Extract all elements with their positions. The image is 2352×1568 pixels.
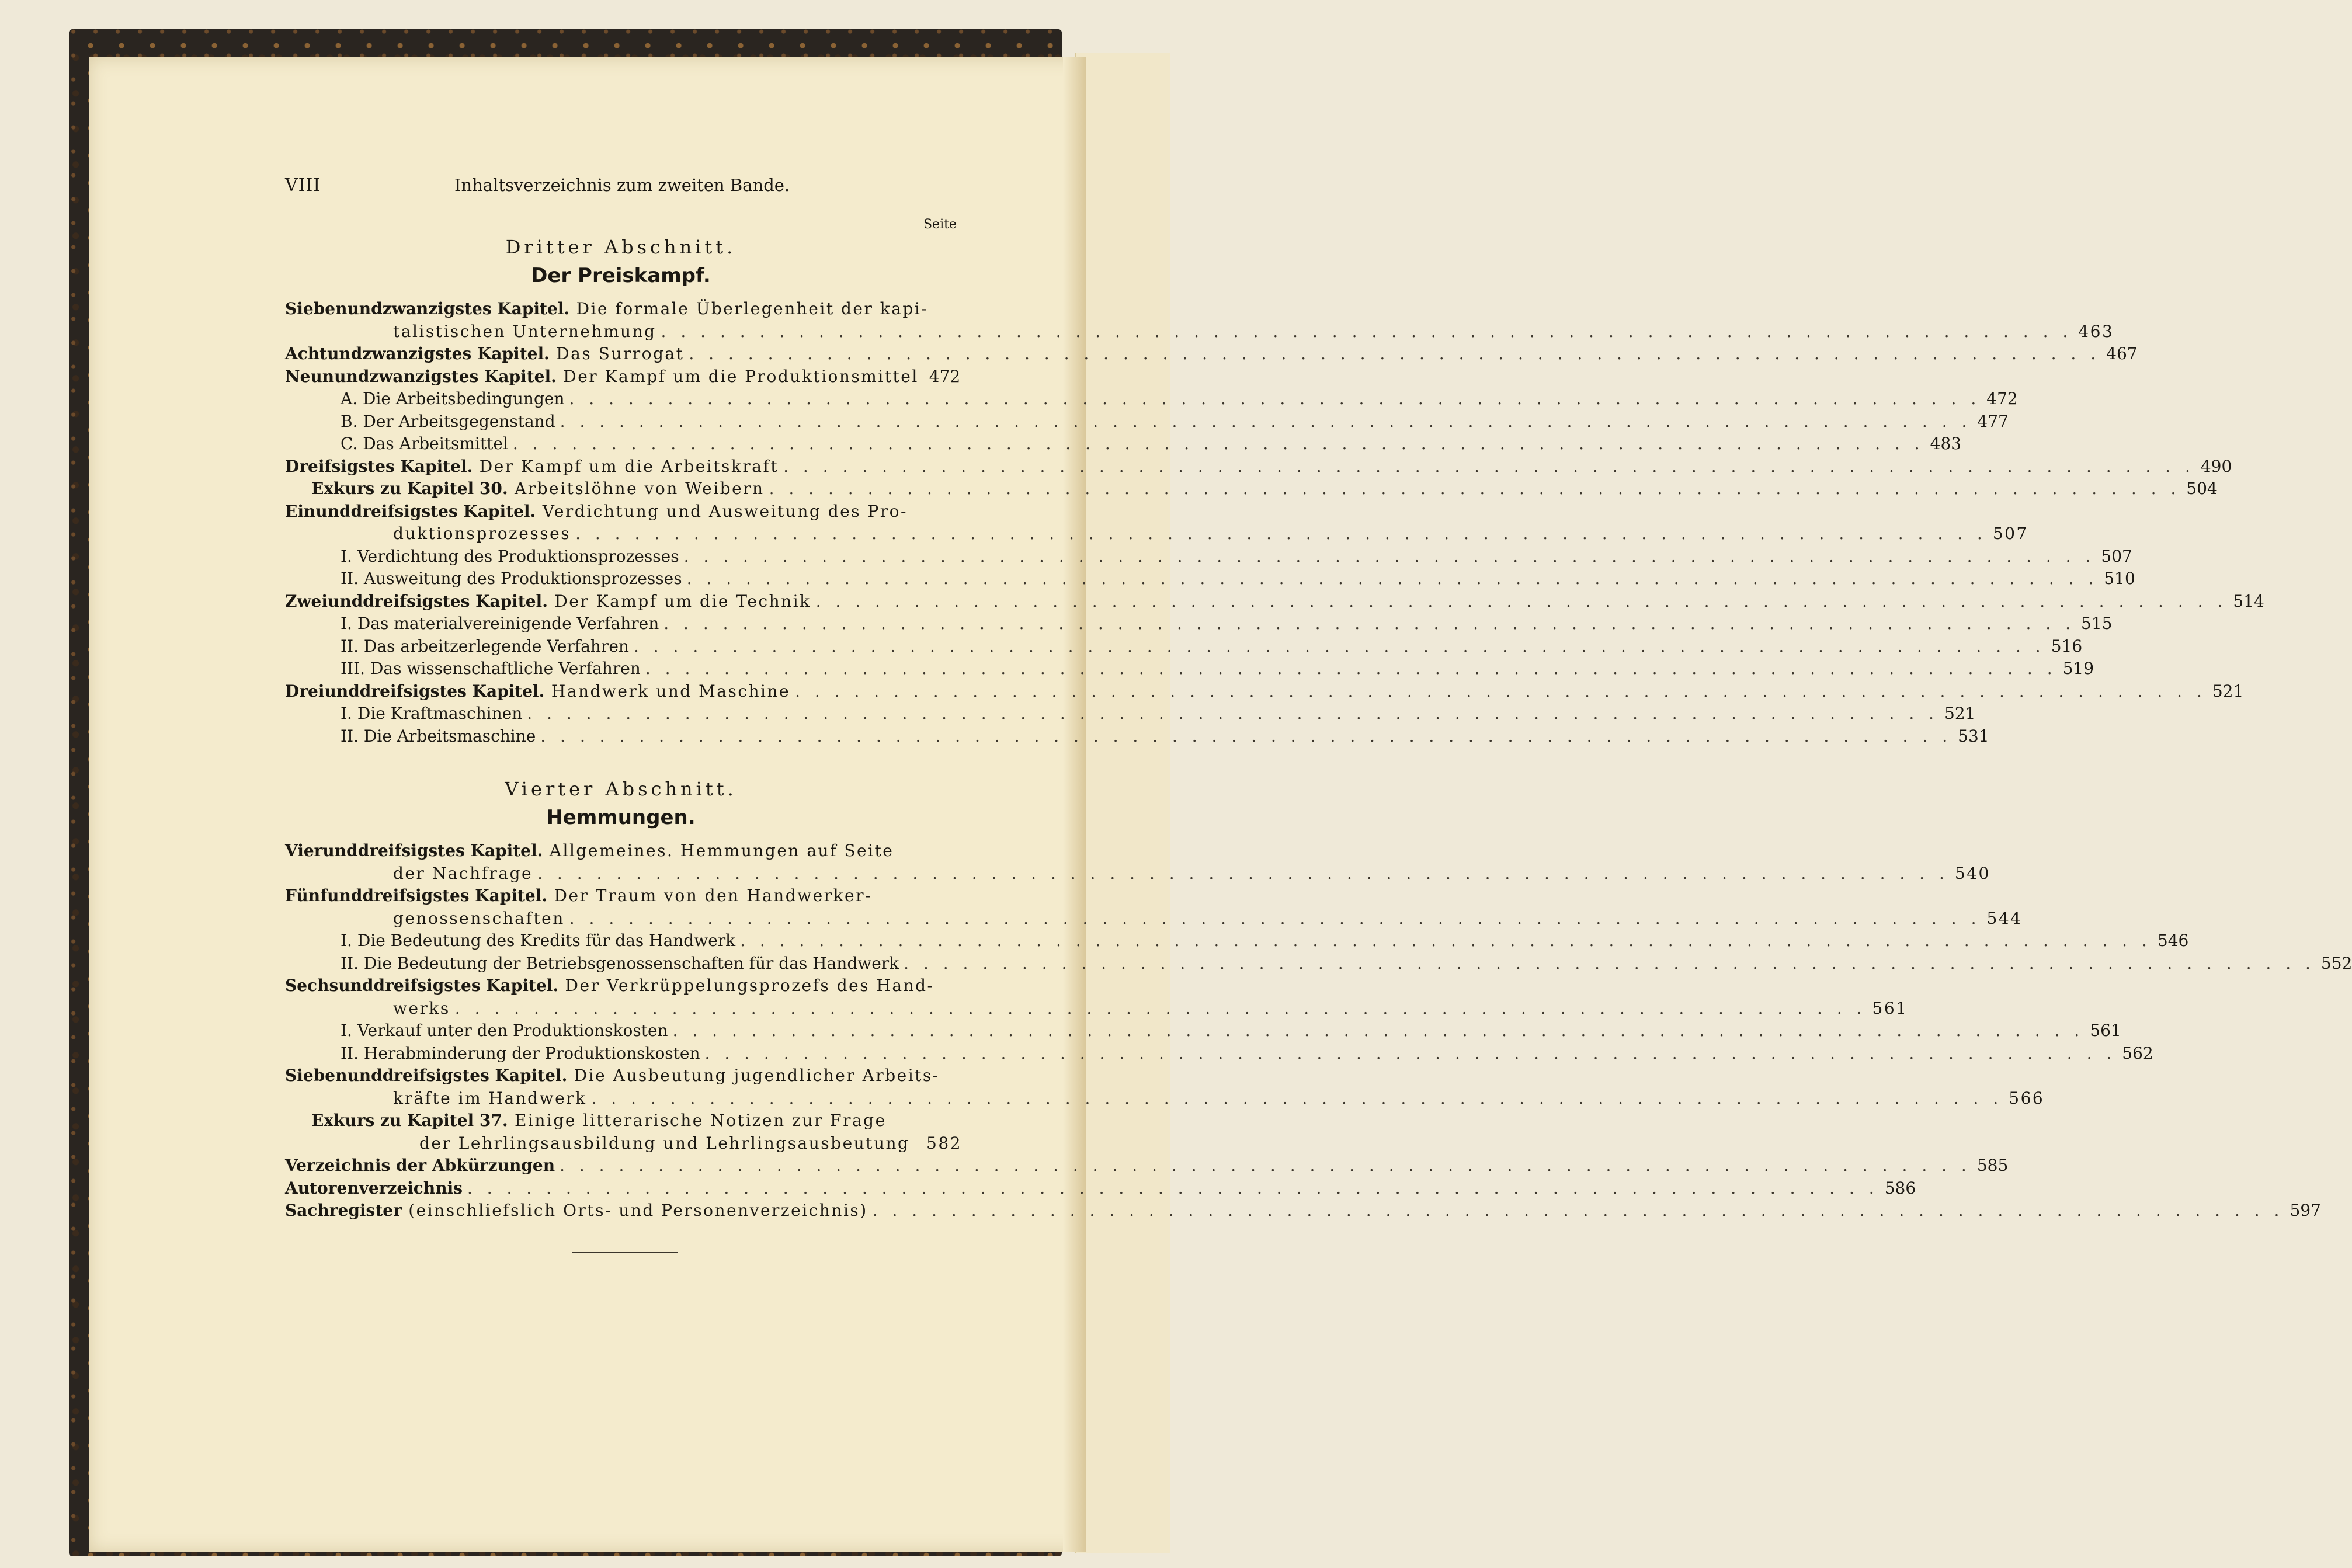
entry-line [393, 321, 2114, 343]
chapter-title: Das Surrogat [549, 344, 685, 363]
toc-chapter-entry [285, 975, 1908, 1020]
leader-dots: . . . . . . . . . . . . . . . . . . . . . . . . . . . . . . . . . . . . . . . . . . . . . . . . . . . . . . . . . . . . . . . . . . . . . . . . [569, 908, 1981, 928]
entry-page-number: 477 [1977, 411, 2009, 431]
toc-subentry [285, 930, 2189, 952]
leader-dots: . . . . . . . . . . . . . . . . . . . . . . . . . . . . . . . . . . . . . . . . . . . . . . . . . . . . . . . . . . . . . . . . . . . . . . . . [454, 998, 1867, 1018]
running-header [285, 175, 957, 201]
leader-dots: . . . . . . . . . . . . . . . . . . . . . . . . . . . . . . . . . . . . . . . . . . . . . . . . . . . . . . . . . . . . . . . . . . . . . . . . [686, 569, 2099, 588]
entry-line [341, 703, 1976, 725]
entry-text [341, 930, 735, 952]
entry-text [341, 1020, 668, 1042]
entry-line [341, 635, 2083, 658]
entry-line [285, 680, 2244, 703]
entry-line [341, 952, 2352, 975]
entry-page-number: 521 [2212, 681, 2244, 701]
continuation-text: der Lehrlingsausbildung und Lehrlingsausbeutung [419, 1133, 910, 1153]
toc-chapter-entry [285, 680, 2244, 703]
entry-line [285, 1155, 2009, 1177]
section-title: Hemmungen. [546, 806, 696, 829]
continuation-text: der Nachfrage [393, 863, 533, 883]
chapter-label: Siebenundzwanzigstes Kapitel. [285, 299, 570, 318]
toc-subentry [285, 952, 2352, 975]
page-number: VIII [285, 175, 321, 196]
entry-text [341, 703, 522, 725]
entry-text [393, 321, 656, 343]
entry-line [341, 930, 2189, 952]
leader-dots: . . . . . . . . . . . . . . . . . . . . . . . . . . . . . . . . . . . . . . . . . . . . . . . . . . . . . . . . . . . . . . . . . . . . . . . . [769, 479, 2181, 498]
entry-page-number: 467 [2106, 344, 2138, 363]
entry-text [341, 568, 682, 590]
toc-exkurs-entry [285, 478, 2218, 500]
chapter-title: Allgemeines. Hemmungen auf Seite [543, 841, 894, 860]
entry-text [393, 908, 565, 930]
entry-line [341, 1020, 2121, 1042]
toc-subentry [285, 1042, 2153, 1065]
chapter-title: Der Kampf um die Technik [547, 591, 811, 611]
chapter-title: Die formale Überlegenheit der kapi- [569, 299, 929, 318]
entry-page-number: 552 [2320, 953, 2352, 973]
toc-chapter-entry [285, 456, 2232, 478]
toc-subentry [285, 725, 1989, 748]
entry-line [311, 1110, 957, 1132]
chapter-label: Sechsunddreifsigstes Kapitel. [285, 976, 559, 995]
leader-dots: . . . . . . . . . . . . . . . . . . . . . . . . . . . . . . . . . . . . . . . . . . . . . . . . . . . . . . . . . . . . . . . . . . . . . . . . [633, 636, 2045, 656]
entry-continuation [285, 321, 2114, 343]
leader-dots: . . . . . . . . . . . . . . . . . . . . . . . . . . . . . . . . . . . . . . . . . . . . . . . . . . . . . . . . . . . . . . . . . . . . . . . . [740, 931, 2152, 950]
entry-text [393, 1087, 587, 1110]
entry-text [285, 456, 779, 478]
subentry-title: I. Verkauf unter den Produktionskosten [341, 1021, 668, 1040]
leader-dots: . . . . . . . . . . . . . . . . . . . . . . . . . . . . . . . . . . . . . . . . . . . . . . . . . . . . . . . . . . . . . . . . . . . . . . . . [540, 726, 1953, 746]
entry-page-number: 561 [1872, 998, 1908, 1018]
entry-page-number: 562 [2122, 1043, 2153, 1063]
entry-page-number: 544 [1986, 908, 2023, 928]
chapter-label: Fünfunddreifsigstes Kapitel. [285, 886, 548, 905]
entry-text [341, 1042, 700, 1065]
entry-continuation [285, 1087, 2045, 1110]
entry-line [341, 568, 2135, 590]
toc-exkurs-entry [285, 1110, 962, 1155]
leader-dots: . . . . . . . . . . . . . . . . . . . . . . . . . . . . . . . . . . . . . . . . . . . . . . . . . . . . . . . . . . . . . . . . . . . . . . . . [512, 434, 1924, 453]
entry-line [285, 456, 2232, 478]
entry-page-number: 566 [2009, 1088, 2045, 1108]
leader-dots: . . . . . . . . . . . . . . . . . . . . . . . . . . . . . . . . . . . . . . . . . . . . . . . . . . . . . . . . . . . . . . . . . . . . . . . . [569, 389, 1981, 408]
chapter-label: Achtundzwanzigstes Kapitel. [285, 344, 550, 363]
entry-line [285, 590, 2264, 613]
leader-dots: . . . . . . . . . . . . . . . . . . . . . . . . . . . . . . . . . . . . . . . . . . . . . . . . . . . . . . . . . . . . . . . . . . . . . . . . [575, 524, 1987, 543]
entry-text [393, 997, 450, 1020]
entry-text [393, 523, 571, 545]
entry-text [285, 840, 894, 863]
seite-column-label: Seite [923, 217, 957, 232]
leader-dots: . . . . . . . . . . . . . . . . . . . . . . . . . . . . . . . . . . . . . . . . . . . . . . . . . . . . . . . . . . . . . . . . . . . . . . . . [560, 1156, 1971, 1175]
toc-subentry [285, 635, 2083, 658]
subentry-title: II. Die Bedeutung der Betriebsgenossenschaften für das Handwerk [341, 953, 899, 973]
chapter-label: Siebenunddreifsigstes Kapitel. [285, 1066, 568, 1085]
entry-line [285, 840, 957, 863]
toc-chapter-entry [285, 1200, 2321, 1222]
leader-dots: . . . . . . . . . . . . . . . . . . . . . . . . . . . . . . . . . . . . . . . . . . . . . . . . . . . . . . . . . . . . . . . . . . . . . . . . [872, 1201, 2284, 1220]
entry-text [285, 1155, 555, 1177]
entry-page-number: 586 [1884, 1178, 1916, 1198]
chapter-label: Zweiunddreifsigstes Kapitel. [285, 591, 548, 611]
chapter-title: Handwerk und Maschine [544, 681, 791, 701]
leader-dots: . . . . . . . . . . . . . . . . . . . . . . . . . . . . . . . . . . . . . . . . . . . . . . . . . . . . . . . . . . . . . . . . . . . . . . . . [815, 591, 2228, 611]
entry-text [285, 680, 790, 703]
entry-text [341, 952, 899, 975]
entry-text [341, 545, 679, 568]
toc-subentry [285, 545, 2132, 568]
entry-text [285, 1065, 940, 1087]
chapter-title: Der Kampf um die Produktionsmittel [556, 366, 919, 386]
entry-page-number: 582 [926, 1133, 962, 1153]
entry-page-number: 514 [2233, 591, 2264, 611]
toc-chapter-entry [285, 1155, 2009, 1177]
entry-line [285, 298, 957, 321]
entry-continuation [285, 863, 1990, 885]
toc-subentry [285, 411, 2009, 433]
subentry-title: III. Das wissenschaftliche Verfahren [341, 659, 641, 678]
leader-dots: . . . . . . . . . . . . . . . . . . . . . . . . . . . . . . . . . . . . . . . . . . . . . . . . . . . . . . . . . . . . . . . . . . . . . . . . [672, 1021, 2085, 1040]
entry-text [311, 478, 765, 500]
entry-text [285, 885, 872, 908]
chapter-label: Neunundzwanzigstes Kapitel. [285, 366, 557, 386]
entry-line [311, 478, 2218, 500]
toc-subentry [285, 1020, 2121, 1042]
entry-line [285, 1177, 1916, 1200]
chapter-title: Der Kampf um die Arbeitskraft [473, 456, 779, 476]
entry-continuation [311, 1132, 962, 1155]
subentry-title: I. Die Bedeutung des Kredits für das Handwerk [341, 931, 736, 950]
subentry-title: II. Ausweitung des Produktionsprozesses [341, 569, 682, 588]
entry-text [285, 1200, 868, 1222]
entry-continuation [285, 997, 1908, 1020]
leader-dots: . . . . . . . . . . . . . . . . . . . . . . . . . . . . . . . . . . . . . . . . . . . . . . . . . . . . . . . . . . . . . . . . . . . . . . . . [560, 411, 1972, 431]
entry-text [311, 1110, 887, 1132]
toc-subentry [285, 613, 2113, 635]
entry-text [285, 343, 684, 366]
toc-chapter-entry [285, 1177, 1916, 1200]
chapter-title: (einschliefslich Orts- und Personenverzeichnis) [401, 1201, 868, 1220]
chapter-label: Einunddreifsigstes Kapitel. [285, 501, 536, 521]
entry-line [285, 366, 961, 388]
entry-line [341, 725, 1989, 748]
leader-dots: . . . . . . . . . . . . . . . . . . . . . . . . . . . . . . . . . . . . . . . . . . . . . . . . . . . . . . . . . . . . . . . . . . . . . . . . [663, 614, 2075, 633]
toc-subentry [285, 388, 2018, 411]
entry-line [341, 388, 2018, 411]
leader-dots: . . . . . . . . . . . . . . . . . . . . . . . . . . . . . . . . . . . . . . . . . . . . . . . . . . . . . . . . . . . . . . . . . . . . . . . . [704, 1043, 2117, 1063]
page-gutter-shadow [1063, 57, 1086, 1552]
entry-line [285, 500, 957, 523]
entry-continuation [285, 908, 2023, 930]
entry-line [341, 658, 2094, 680]
chapter-title: Einige litterarische Notizen zur Frage [508, 1111, 887, 1130]
subentry-title: II. Herabminderung der Produktionskosten [341, 1043, 700, 1063]
toc-body [285, 236, 2352, 1222]
entry-line [419, 1132, 962, 1155]
toc-chapter-entry [285, 1065, 2045, 1110]
chapter-title: Der Traum von den Handwerker- [547, 886, 872, 905]
subentry-title: II. Die Arbeitsmaschine [341, 726, 536, 746]
subentry-title: B. Der Arbeitsgegenstand [341, 411, 555, 431]
chapter-label: Dreiunddreifsigstes Kapitel. [285, 681, 545, 701]
toc-subentry [285, 433, 1962, 456]
entry-line [285, 1200, 2321, 1222]
entry-page-number: 519 [2062, 659, 2094, 678]
toc-subentry [285, 703, 1976, 725]
entry-text [285, 975, 934, 997]
toc-chapter-entry [285, 343, 2138, 366]
section-title: Der Preiskampf. [531, 264, 711, 287]
entry-text [419, 1132, 909, 1155]
running-title: Inhaltsverzeichnis zum zweiten Bande. [454, 175, 790, 195]
leader-dots: . . . . . . . . . . . . . . . . . . . . . . . . . . . . . . . . . . . . . . . . . . . . . . . . . . . . . . . . . . . . . . . . . . . . . . . . [537, 863, 1949, 883]
subentry-title: II. Das arbeitzerlegende Verfahren [341, 636, 629, 656]
entry-page-number: 483 [1930, 434, 1962, 453]
chapter-label: Autorenverzeichnis [285, 1178, 463, 1198]
entry-line [285, 885, 957, 908]
entry-page-number: 507 [2101, 546, 2132, 566]
entry-line [341, 433, 1962, 456]
entry-page-number: 472 [1986, 389, 2018, 408]
chapter-label: Sachregister [285, 1201, 402, 1220]
chapter-label: Verzeichnis der Abkürzungen [285, 1156, 555, 1175]
entry-page-number: 546 [2157, 931, 2189, 950]
exkurs-label: Exkurs zu Kapitel 37. [311, 1111, 508, 1130]
entry-line [341, 411, 2009, 433]
chapter-title: Der Verkrüppelungsprozefs des Hand- [558, 976, 934, 995]
entry-page-number: 585 [1976, 1156, 2009, 1175]
entry-text [393, 863, 533, 885]
entry-page-number: 516 [2051, 636, 2083, 656]
subentry-title: A. Die Arbeitsbedingungen [341, 389, 565, 408]
entry-text [341, 433, 508, 456]
toc-content [285, 175, 2352, 1222]
closing-rule [572, 1252, 678, 1253]
continuation-text: talistischen Unternehmung [393, 321, 656, 341]
toc-chapter-entry [285, 298, 2114, 343]
entry-text [285, 500, 908, 523]
entry-page-number: 561 [2090, 1021, 2121, 1040]
entry-line [393, 863, 1990, 885]
entry-line [341, 613, 2113, 635]
continuation-text: genossenschaften [393, 908, 565, 928]
leader-dots: . . . . . . . . . . . . . . . . . . . . . . . . . . . . . . . . . . . . . . . . . . . . . . . . . . . . . . . . . . . . . . . . . . . . . . . . [795, 681, 2207, 701]
entry-page-number: 490 [2200, 456, 2232, 476]
entry-page-number: 521 [1944, 704, 1976, 723]
entry-page-number: 507 [1992, 524, 2028, 543]
entry-text [341, 411, 555, 433]
chapter-label: Dreifsigstes Kapitel. [285, 456, 473, 476]
section-heading: Dritter Abschnitt. [505, 236, 736, 258]
exkurs-label: Exkurs zu Kapitel 30. [311, 479, 508, 498]
toc-chapter-entry [285, 366, 961, 388]
leader-dots: . . . . . . . . . . . . . . . . . . . . . . . . . . . . . . . . . . . . . . . . . . . . . . . . . . . . . . . . . . . . . . . . . . . . . . . . [645, 659, 2057, 678]
next-page-edge [1075, 53, 1170, 1553]
entry-line [285, 343, 2138, 366]
entry-text [341, 725, 536, 748]
entry-continuation [285, 523, 2028, 545]
entry-line [393, 1087, 2045, 1110]
leader-dots: . . . . . . . . . . . . . . . . . . . . . . . . . . . . . . . . . . . . . . . . . . . . . . . . . . . . . . . . . . . . . . . . . . . . . . . . [683, 546, 2096, 566]
subentry-title: I. Verdichtung des Produktionsprozesses [341, 546, 679, 566]
entry-text [341, 658, 641, 680]
leader-dots: . . . . . . . . . . . . . . . . . . . . . . . . . . . . . . . . . . . . . . . . . . . . . . . . . . . . . . . . . . . . . . . . . . . . . . . . [467, 1178, 1879, 1198]
entry-line [393, 523, 2028, 545]
entry-page-number: 472 [929, 366, 961, 386]
entry-line [393, 997, 1908, 1020]
leader-dots: . . . . . . . . . . . . . . . . . . . . . . . . . . . . . . . . . . . . . . . . . . . . . . . . . . . . . . . . . . . . . . . . . . . . . . . . [591, 1088, 2003, 1108]
toc-chapter-entry [285, 500, 2028, 545]
subentry-title: C. Das Arbeitsmittel [341, 434, 508, 453]
toc-subentry [285, 568, 2135, 590]
continuation-text: kräfte im Handwerk [393, 1088, 587, 1108]
entry-text [341, 635, 629, 658]
entry-page-number: 531 [1958, 726, 1989, 746]
entry-page-number: 515 [2081, 614, 2113, 633]
toc-chapter-entry [285, 840, 1990, 885]
section-heading: Vierter Abschnitt. [505, 778, 737, 800]
toc-chapter-entry [285, 885, 2023, 930]
chapter-title: Verdichtung und Ausweitung des Pro- [536, 501, 908, 521]
entry-page-number: 540 [1954, 863, 1990, 883]
chapter-title: Arbeitslöhne von Weibern [508, 479, 765, 498]
subentry-title: I. Das materialvereinigende Verfahren [341, 614, 659, 633]
entry-line [285, 1065, 957, 1087]
leader-dots: . . . . . . . . . . . . . . . . . . . . . . . . . . . . . . . . . . . . . . . . . . . . . . . . . . . . . . . . . . . . . . . . . . . . . . . . [783, 456, 2195, 476]
entry-line [341, 1042, 2153, 1065]
entry-page-number: 597 [2290, 1201, 2321, 1220]
entry-text [341, 388, 565, 411]
entry-page-number: 510 [2104, 569, 2135, 588]
leader-dots: . . . . . . . . . . . . . . . . . . . . . . . . . . . . . . . . . . . . . . . . . . . . . . . . . . . . . . . . . . . . . . . . . . . . . . . . [689, 344, 2101, 363]
entry-line [341, 545, 2132, 568]
entry-text [285, 298, 928, 321]
chapter-title: Die Ausbeutung jugendlicher Arbeits- [567, 1066, 940, 1085]
section-gap [285, 748, 957, 776]
entry-line [393, 908, 2023, 930]
entry-line [285, 975, 957, 997]
continuation-text: duktionsprozesses [393, 524, 571, 543]
entry-page-number: 504 [2186, 479, 2218, 498]
continuation-text: werks [393, 998, 450, 1018]
chapter-label: Vierunddreifsigstes Kapitel. [285, 841, 543, 860]
entry-text [341, 613, 659, 635]
leader-dots: . . . . . . . . . . . . . . . . . . . . . . . . . . . . . . . . . . . . . . . . . . . . . . . . . . . . . . . . . . . . . . . . . . . . . . . . [661, 321, 2073, 341]
entry-text [285, 1177, 463, 1200]
leader-dots: . . . . . . . . . . . . . . . . . . . . . . . . . . . . . . . . . . . . . . . . . . . . . . . . . . . . . . . . . . . . . . . . . . . . . . . . [904, 953, 2315, 973]
entry-text [285, 366, 919, 388]
toc-subentry [285, 658, 2094, 680]
leader-dots: . . . . . . . . . . . . . . . . . . . . . . . . . . . . . . . . . . . . . . . . . . . . . . . . . . . . . . . . . . . . . . . . . . . . . . . . [527, 704, 1939, 723]
entry-text [285, 590, 811, 613]
entry-page-number: 463 [2078, 321, 2114, 341]
toc-chapter-entry [285, 590, 2264, 613]
subentry-title: I. Die Kraftmaschinen [341, 704, 523, 723]
